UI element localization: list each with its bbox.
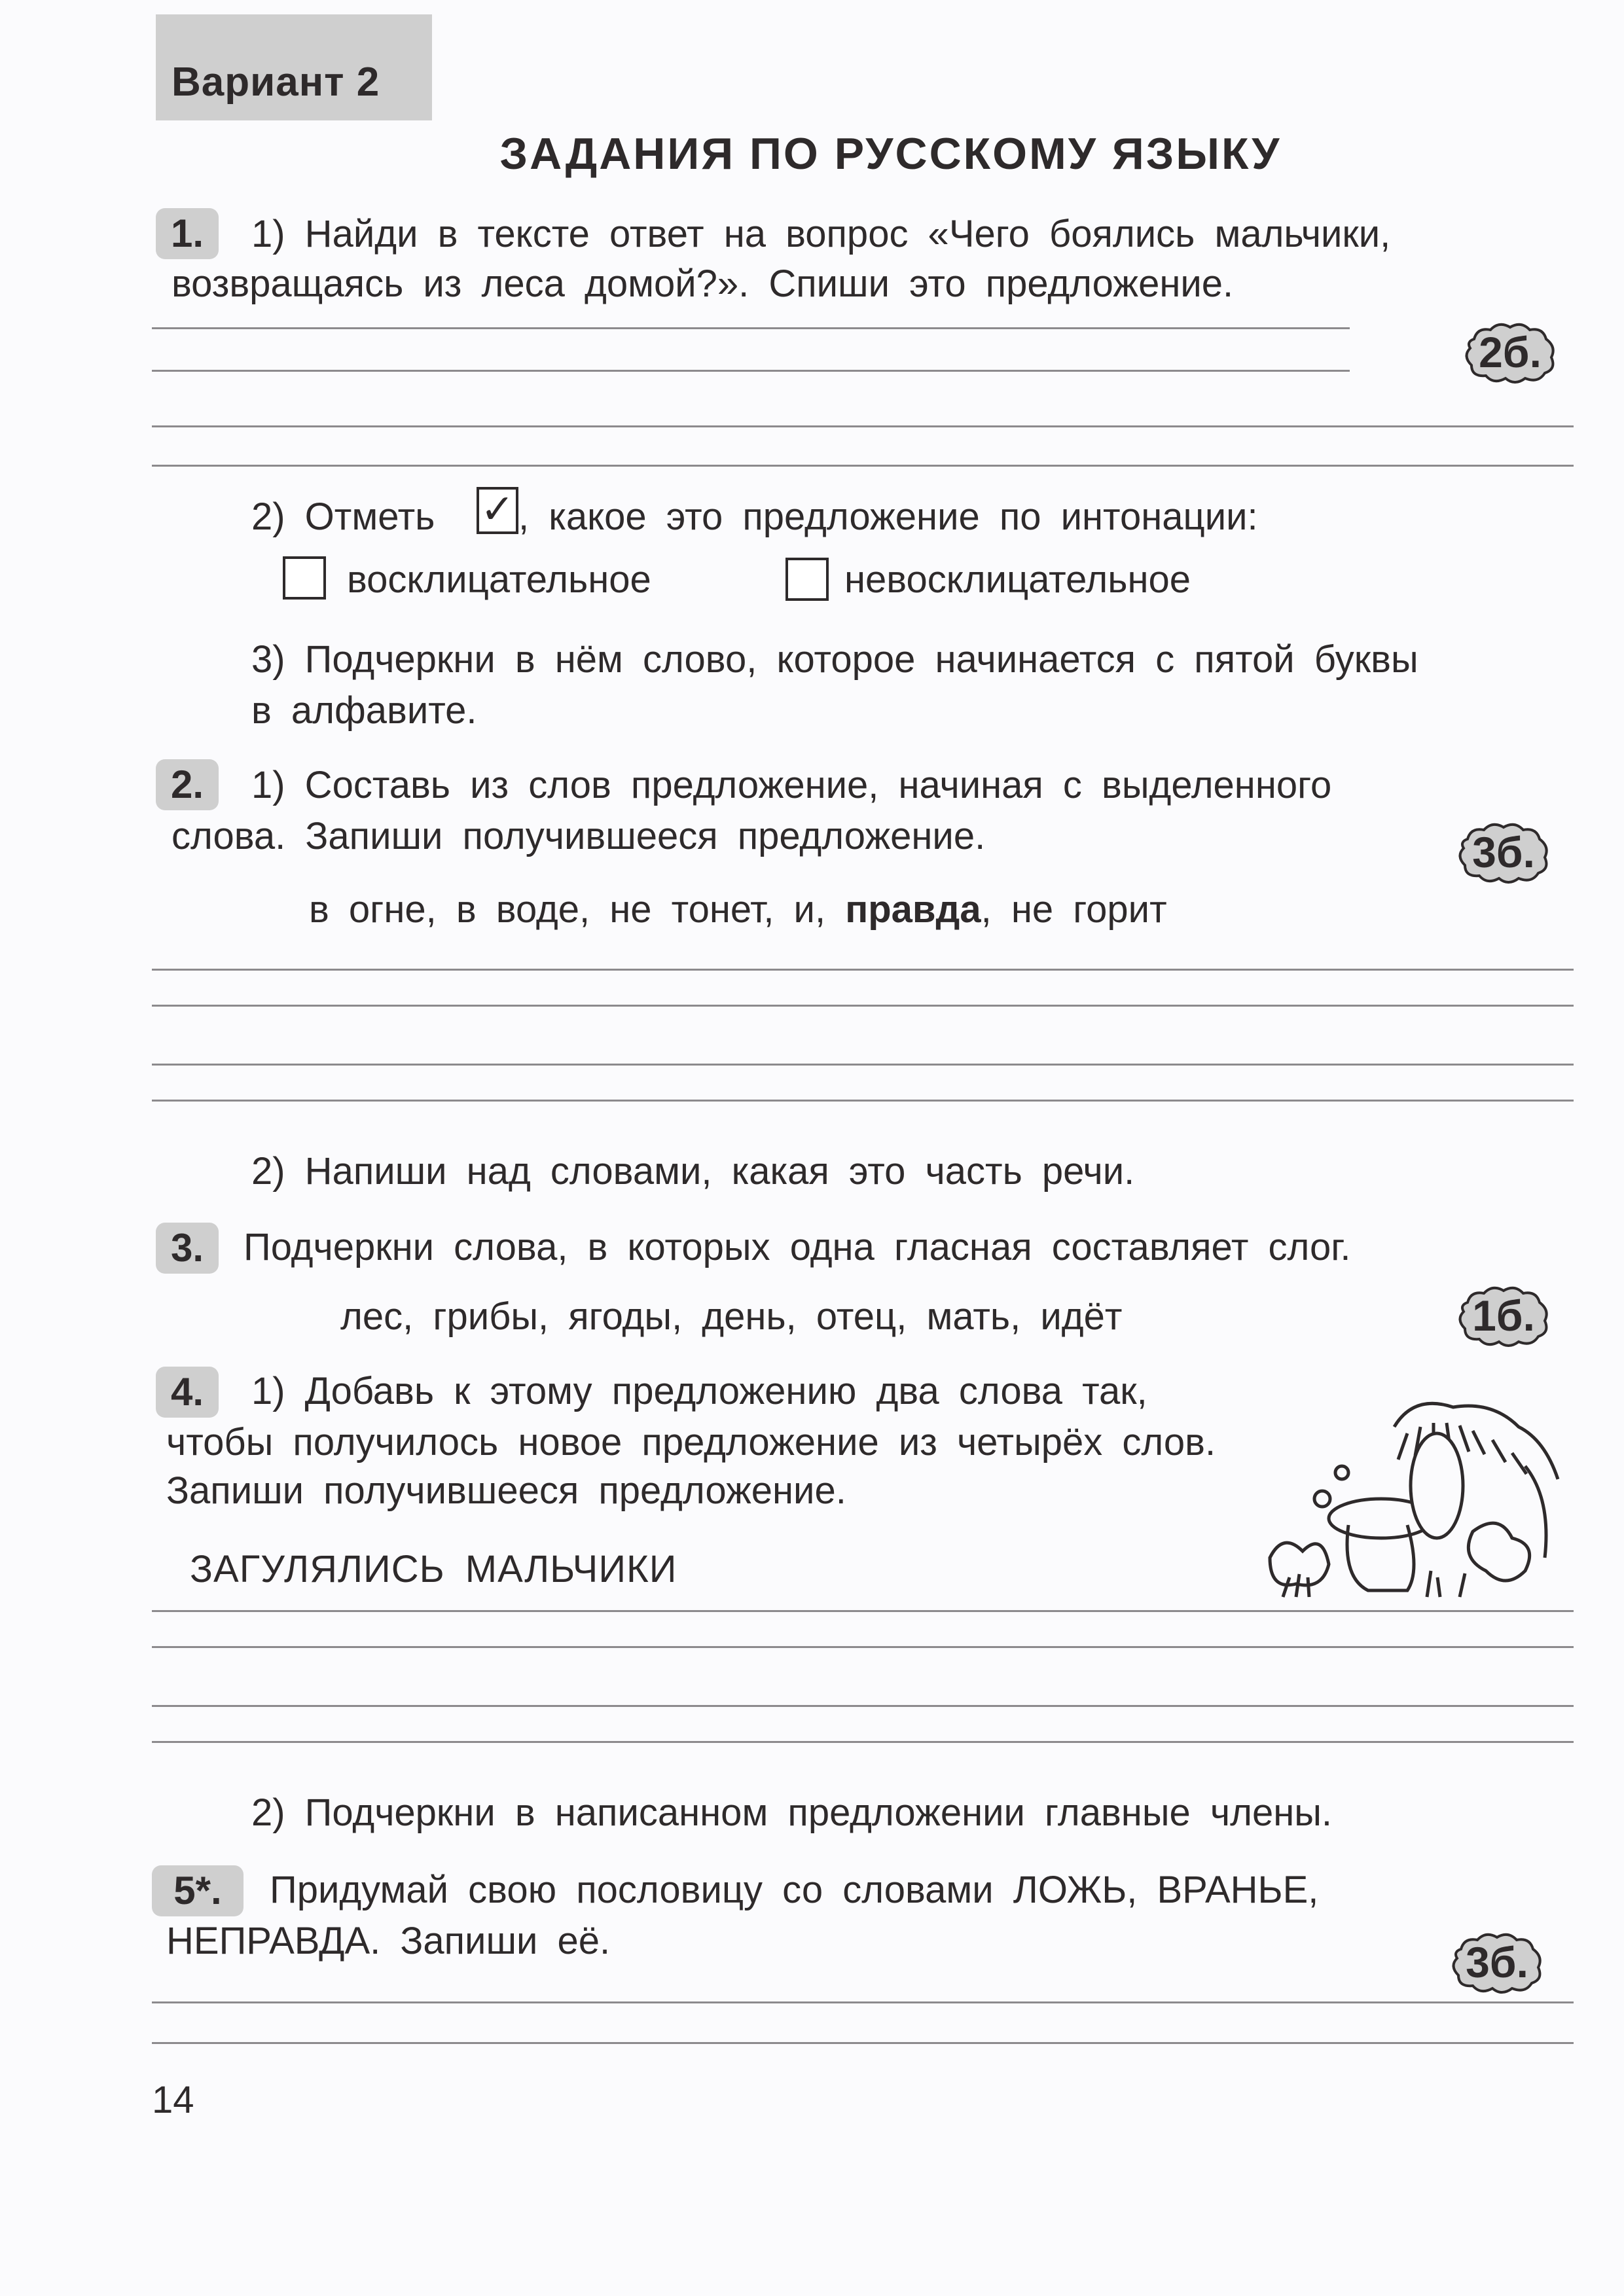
task-2-instruction-line-2: слова. Запиши получившееся предложение.: [171, 815, 986, 857]
answer-line[interactable]: [152, 1064, 1574, 1066]
task-number-badge: 4.: [156, 1367, 219, 1418]
task-number-badge: 1.: [156, 208, 219, 259]
task-1-instruction-line-1: 1) Найди в тексте ответ на вопрос «Чего боялись мальчики,: [251, 213, 1391, 255]
task-3-word-list: лес, грибы, ягоды, день, отец, мать, идёт: [340, 1295, 1123, 1338]
task-4-instruction-line-1: 1) Добавь к этому предложению два слова так,: [251, 1370, 1147, 1412]
task-1-part-2-suffix: , какое это предложение по интонации:: [518, 495, 1258, 538]
answer-line[interactable]: [152, 465, 1574, 467]
score-badge: [1448, 1929, 1546, 1995]
answer-line[interactable]: [152, 2001, 1574, 2003]
answer-line[interactable]: [152, 1100, 1574, 1102]
checkbox-non-exclamatory[interactable]: [785, 558, 829, 601]
mushroom-berries-illustration: [1244, 1388, 1571, 1604]
score-label: 2б.: [1479, 328, 1542, 376]
task-1-part-3-line-2: в алфавите.: [251, 689, 477, 732]
task-number-badge: 2.: [156, 759, 219, 810]
task-4-instruction-line-3: Запиши получившееся предложение.: [166, 1469, 846, 1512]
answer-line[interactable]: [152, 1646, 1574, 1648]
answer-line[interactable]: [152, 1005, 1574, 1007]
task-4-part-2: 2) Подчеркни в написанном предложении главные члены.: [251, 1791, 1333, 1834]
task-1-instruction-line-2: возвращаясь из леса домой?». Спиши это предложение.: [171, 262, 1234, 305]
score-badge: [1461, 319, 1559, 385]
task-2-part-2: 2) Напиши над словами, какая это часть речи.: [251, 1150, 1135, 1193]
task-1-part-3-line-1: 3) Подчеркни в нём слово, которое начинается с пятой буквы: [251, 638, 1418, 681]
answer-line[interactable]: [152, 2042, 1574, 2044]
task-number-badge: 3.: [156, 1223, 219, 1274]
score-badge: [1454, 819, 1553, 885]
word-list-after: , не горит: [981, 888, 1167, 931]
page-number: 14: [152, 2079, 194, 2121]
option-exclamatory: восклицательное: [347, 558, 651, 601]
word-list: [309, 885, 1167, 935]
answer-line[interactable]: [152, 425, 1574, 427]
task-5-instruction-line-2: НЕПРАВДА. Запиши её.: [166, 1920, 611, 1962]
task-1-part-2-prefix: 2) Отметь: [251, 495, 435, 538]
score-label: 3б.: [1466, 1938, 1528, 1986]
task-2-instruction-line-1: 1) Составь из слов предложение, начиная с выделенного: [251, 764, 1332, 806]
answer-line[interactable]: [152, 1705, 1574, 1707]
page-title: ЗАДАНИЯ ПО РУССКОМУ ЯЗЫКУ: [499, 129, 1282, 179]
answer-line[interactable]: [152, 327, 1350, 329]
task-4-instruction-line-2: чтобы получилось новое предложение из четырёх слов.: [166, 1421, 1216, 1463]
task-3-instruction: Подчеркни слова, в которых одна гласная составляет слог.: [244, 1226, 1351, 1268]
task-4-sentence: ЗАГУЛЯЛИСЬ МАЛЬЧИКИ: [190, 1548, 677, 1590]
answer-line[interactable]: [152, 1741, 1574, 1743]
word-list-before: в огне, в воде, не тонет, и,: [309, 888, 826, 931]
task-number-badge: 5*.: [152, 1865, 244, 1916]
variant-label: Вариант 2: [171, 60, 380, 105]
checkbox-exclamatory[interactable]: [283, 556, 326, 600]
score-label: 1б.: [1472, 1291, 1535, 1340]
score-label: 3б.: [1472, 828, 1535, 876]
answer-line[interactable]: [152, 370, 1350, 372]
task-5-instruction-line-1: Придумай свою пословицу со словами ЛОЖЬ, ВРАНЬЕ,: [270, 1869, 1319, 1911]
answer-line[interactable]: [152, 1610, 1574, 1612]
option-non-exclamatory: невосклицательное: [844, 558, 1191, 601]
score-badge: [1454, 1283, 1553, 1348]
highlighted-word: правда: [845, 888, 981, 931]
check-sample-icon: ✓: [477, 487, 518, 534]
answer-line[interactable]: [152, 969, 1574, 971]
